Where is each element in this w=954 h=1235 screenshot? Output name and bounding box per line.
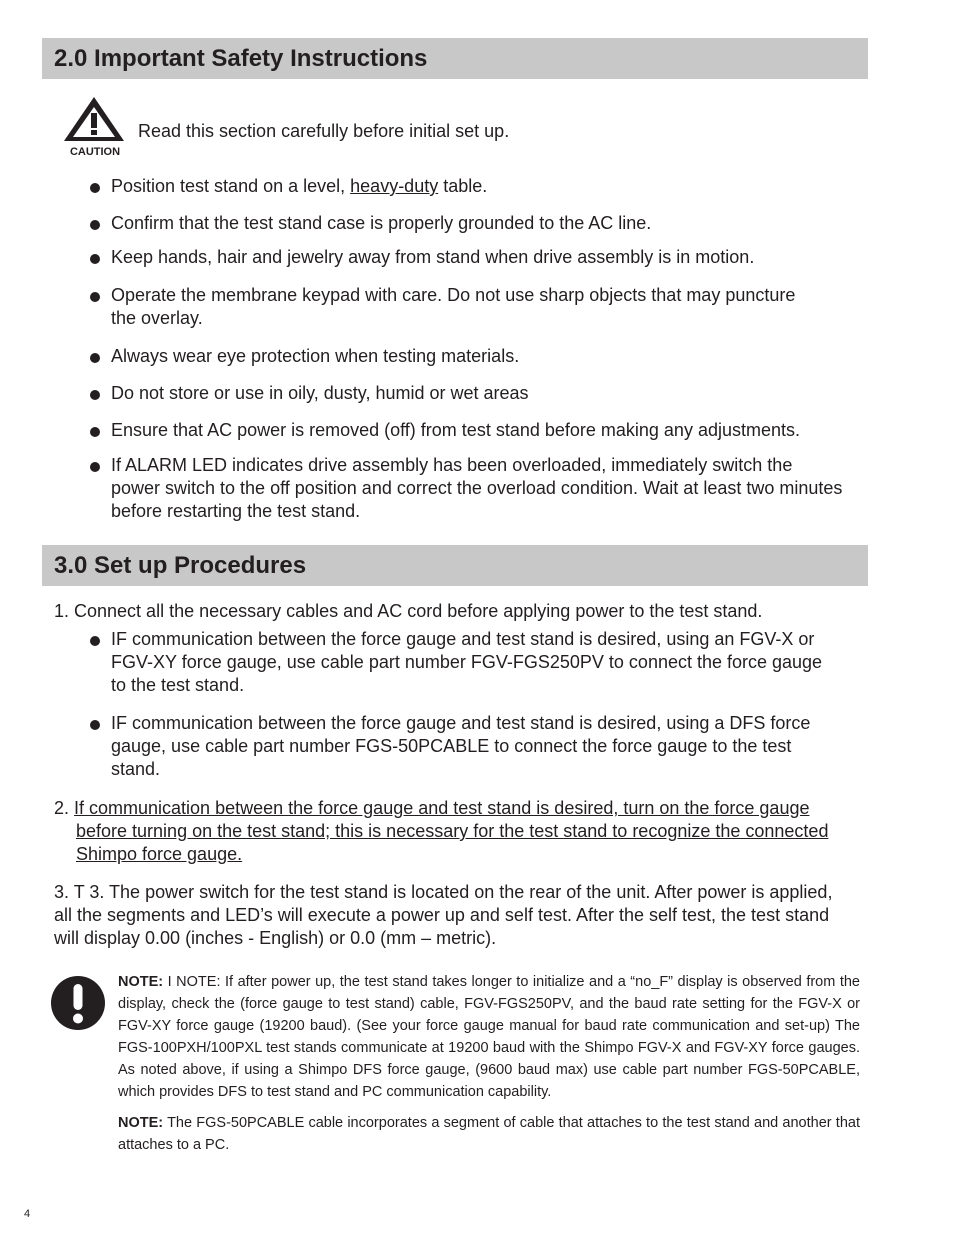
bullet-icon [90, 427, 100, 437]
bullet-icon [90, 636, 100, 646]
bullet-icon [90, 183, 100, 193]
bullet-icon [90, 390, 100, 400]
list-item: Position test stand on a level, heavy-duty table. [111, 175, 871, 198]
list-item: Confirm that the test stand case is properly grounded to the AC line. [111, 212, 871, 235]
bullet-icon [90, 292, 100, 302]
page-number: 4 [24, 1208, 31, 1220]
bullet-icon [90, 462, 100, 472]
note-1: NOTE: I NOTE: If after power up, the test stand takes longer to initialize and a “no_F” display is observed from the display, check the (force gauge to test stand) cable, FGV-FGS250PV, and the baud rate setting for the FGV-X or FGV-XY force gauge (19200 baud). (See your force gauge manual for baud rate communication and set-up) The FGS-100PXH/100PXL test stands communicate at 19200 baud with the Shimpo FGV-X and FGV-XY force gauges. As noted above, if using a Shimpo DFS force gauge, (9600 baud max) use cable part number FGS-50PCABLE, which provides DFS to test stand and PC communication capability. [118, 974, 860, 1100]
caution-text: Read this section carefully before initial set up. [138, 121, 510, 141]
note-2: NOTE: The FGS-50PCABLE cable incorporates a segment of cable that attaches to the test stand and another that attaches to a PC. [118, 1115, 860, 1153]
list-item: Keep hands, hair and jewelry away from stand when drive assembly is in motion. [111, 246, 871, 269]
list-item: IF communication between the force gauge and test stand is desired, using a DFS force gauge, use cable part number FGS-50PCABLE to connect the force gauge to the test stand. [111, 712, 871, 781]
section-2-header [42, 38, 868, 79]
section-2-title: 2.0 Important Safety Instructions [54, 45, 428, 72]
exclamation-icon [50, 975, 106, 1031]
step-1: 1. Connect all the necessary cables and AC cord before applying power to the test stand. [54, 601, 763, 621]
caution-icon [62, 95, 126, 159]
list-item: Do not store or use in oily, dusty, humid or wet areas [111, 382, 871, 405]
list-item: Operate the membrane keypad with care. Do not use sharp objects that may puncture the overlay. [111, 284, 871, 330]
caution-label: CAUTION [69, 146, 121, 158]
list-item: If ALARM LED indicates drive assembly has been overloaded, immediately switch the power switch to the off position and correct the overload condition. Wait at least two minutes before restarting the test stand. [111, 454, 871, 523]
step-3: 3. T 3. The power switch for the test stand is located on the rear of the unit. After power is applied, all the segments and LED’s will execute a power up and self test. After the self test, the test stand will display 0.00 (inches - English) or 0.0 (mm – metric). [54, 882, 833, 948]
section-3-header [42, 545, 868, 586]
bullet-icon [90, 254, 100, 264]
section-3-title: 3.0 Set up Procedures [54, 552, 307, 579]
bullet-icon [90, 353, 100, 363]
bullet-icon [90, 720, 100, 730]
list-item: IF communication between the force gauge and test stand is desired, using an FGV-X or FGV-XY force gauge, use cable part number FGV-FGS250PV to connect the force gauge to the test stand. [111, 628, 871, 697]
bullet-icon [90, 220, 100, 230]
list-item: Always wear eye protection when testing materials. [111, 345, 871, 368]
list-item: Ensure that AC power is removed (off) from test stand before making any adjustments. [111, 419, 871, 442]
step-2: 2. If communication between the force gauge and test stand is desired, turn on the force gauge before turning on the test stand; this is necessary for the test stand to recognize the connected Shimpo force gauge. [54, 798, 829, 864]
